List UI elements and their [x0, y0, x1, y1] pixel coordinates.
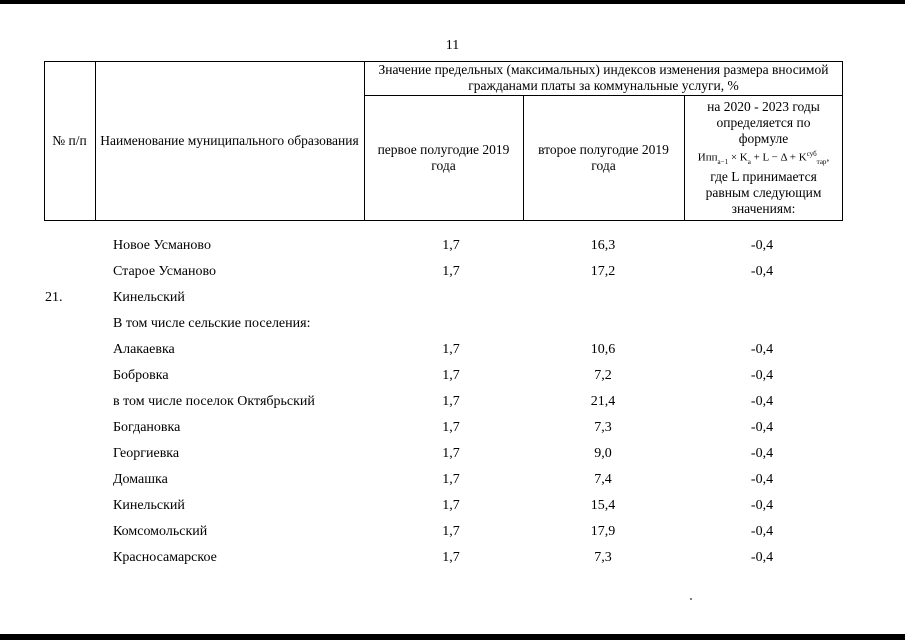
row-value-L: -0,4: [750, 342, 774, 357]
row-name: Георгиевка: [113, 446, 180, 461]
speck: [690, 598, 692, 600]
row-value-L: -0,4: [750, 264, 774, 279]
row-value-first-half: 1,7: [442, 498, 460, 513]
formula-note: где L принимается равным следующим значениям:: [705, 168, 822, 216]
row-value-first-half: 1,7: [442, 368, 460, 383]
row-value-first-half: 1,7: [442, 550, 460, 565]
row-value-L: -0,4: [750, 446, 774, 461]
page-number: 11: [445, 38, 460, 53]
table-row: [0, 236, 905, 256]
row-name: Бобровка: [113, 368, 169, 383]
table-row: [0, 340, 905, 360]
row-value-L: -0,4: [750, 368, 774, 383]
table-row: [0, 314, 905, 334]
row-name: Кинельский: [113, 290, 185, 305]
row-value-second-half: 7,4: [594, 472, 612, 487]
row-value-second-half: 17,2: [590, 264, 616, 279]
row-value-second-half: 7,3: [594, 420, 612, 435]
row-name: Богдановка: [113, 420, 181, 435]
header-col-second-half: второе полугодие 2019 года: [538, 142, 669, 173]
table-row: [0, 548, 905, 568]
row-name: Алакаевка: [113, 342, 175, 357]
row-value-L: -0,4: [750, 238, 774, 253]
row-value-L: -0,4: [750, 420, 774, 435]
header-col-first-half: первое полугодие 2019 года: [377, 142, 510, 173]
row-value-first-half: 1,7: [442, 342, 460, 357]
formula-intro: на 2020 - 2023 годы определяется по формуле: [707, 99, 820, 147]
header-num-col: № п/п: [52, 133, 87, 148]
table-row: [0, 392, 905, 412]
header-col-2020-2023: [684, 95, 843, 221]
row-value-first-half: 1,7: [442, 472, 460, 487]
row-number: 21.: [45, 290, 63, 305]
row-value-first-half: 1,7: [442, 446, 460, 461]
row-value-second-half: 16,3: [590, 238, 616, 253]
row-name: В том числе сельские поселения:: [113, 316, 311, 331]
row-name: Новое Усманово: [113, 238, 211, 253]
row-value-L: -0,4: [750, 472, 774, 487]
row-name: Красносамарское: [113, 550, 217, 565]
row-value-L: -0,4: [750, 550, 774, 565]
row-value-second-half: 7,2: [594, 368, 612, 383]
row-value-second-half: 15,4: [590, 498, 616, 513]
row-name: Домашка: [113, 472, 168, 487]
row-value-second-half: 9,0: [594, 446, 612, 461]
bottom-border: [0, 634, 905, 640]
row-value-first-half: 1,7: [442, 420, 460, 435]
table-row: [0, 288, 905, 308]
row-value-second-half: 17,9: [590, 524, 616, 539]
row-name: Старое Усманово: [113, 264, 216, 279]
row-value-L: -0,4: [750, 498, 774, 513]
row-value-second-half: 7,3: [594, 550, 612, 565]
row-name: Комсомольский: [113, 524, 208, 539]
table-row: [0, 470, 905, 490]
header-group-title: Значение предельных (максимальных) индексов изменения размера вносимой гражданами платы за коммунальные услуги, %: [378, 62, 829, 93]
row-value-second-half: 21,4: [590, 394, 616, 409]
row-name: Кинельский: [113, 498, 185, 513]
row-value-first-half: 1,7: [442, 264, 460, 279]
row-value-first-half: 1,7: [442, 238, 460, 253]
row-value-first-half: 1,7: [442, 394, 460, 409]
top-border: [0, 0, 905, 4]
table-row: [0, 366, 905, 386]
formula: $Ипп_{a-1} \times K_a + L - \Delta + K^{суб}_{тар}$,: [697, 150, 830, 166]
table-row: [0, 418, 905, 438]
row-value-second-half: 10,6: [590, 342, 616, 357]
row-value-L: -0,4: [750, 394, 774, 409]
table-row: [0, 262, 905, 282]
table-row: [0, 522, 905, 542]
table-row: [0, 444, 905, 464]
header-name-col: Наименование муниципального образования: [100, 133, 359, 148]
row-value-L: -0,4: [750, 524, 774, 539]
row-value-first-half: 1,7: [442, 524, 460, 539]
row-name: в том числе поселок Октябрьский: [113, 394, 315, 409]
table-row: [0, 496, 905, 516]
